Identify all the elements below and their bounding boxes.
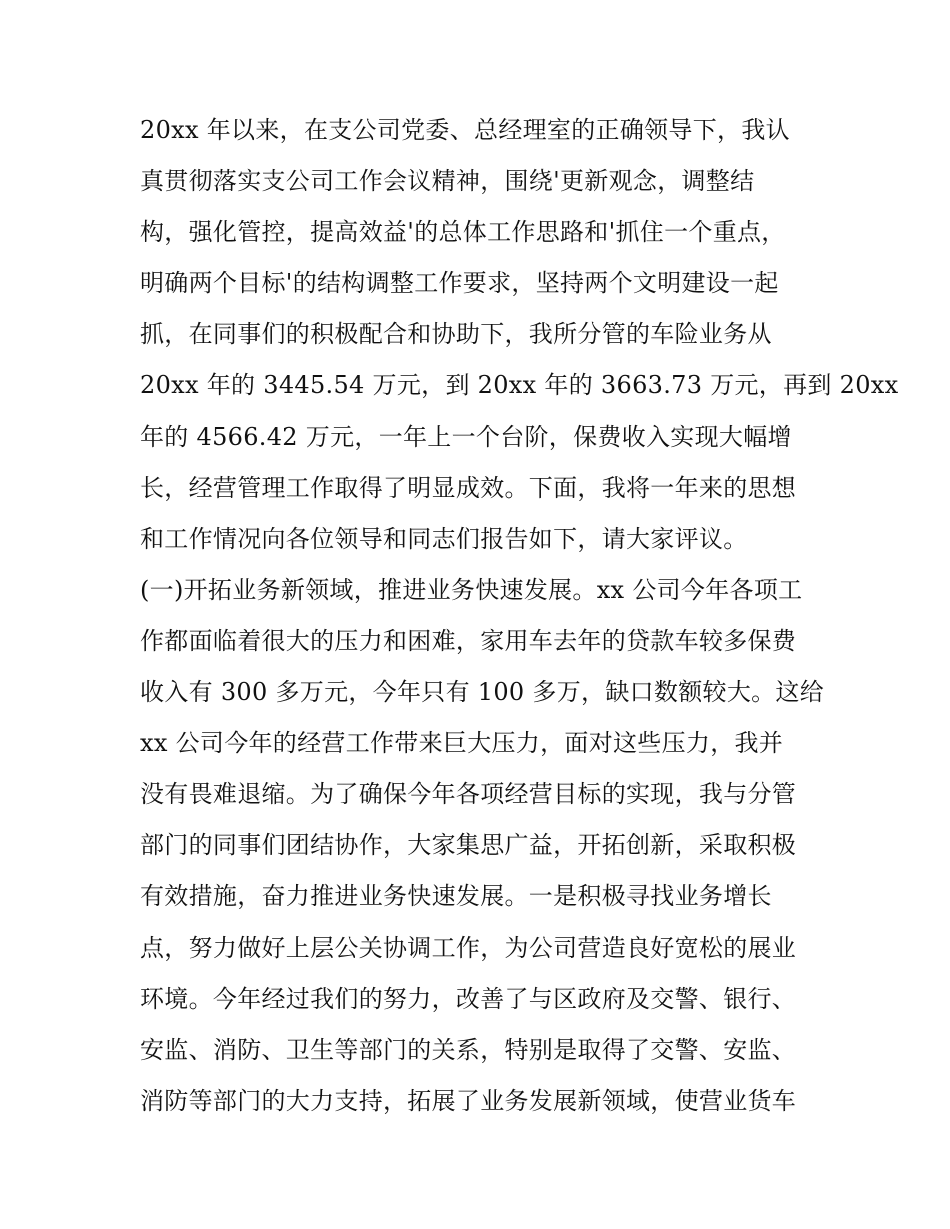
text-line-18: 环境。今年经过我们的努力，改善了与区政府及交警、银行、 <box>140 984 797 1013</box>
text-line-13: xx 公司今年的经营工作带来巨大压力，面对这些压力，我并 <box>140 729 784 758</box>
text-line-5: 抓，在同事们的积极配合和协助下，我所分管的车险业务从 <box>140 320 772 349</box>
text-line-9: 和工作情况向各位领导和同志们报告如下，请大家评议。 <box>140 524 748 553</box>
text-line-8: 长，经营管理工作取得了明显成效。下面，我将一年来的思想 <box>140 473 797 502</box>
text-line-2: 真贯彻落实支公司工作会议精神，围绕'更新观念，调整结 <box>140 167 755 196</box>
text-line-15: 部门的同事们团结协作，大家集思广益，开拓创新，采取积极 <box>140 831 797 860</box>
text-line-7: 年的 4566.42 万元，一年上一个台阶，保费收入实现大幅增 <box>140 422 792 451</box>
text-line-14: 没有畏难退缩。为了确保今年各项经营目标的实现，我与分管 <box>140 780 797 809</box>
text-line-11: 作都面临着很大的压力和困难，家用车去年的贷款车较多保费 <box>140 626 797 655</box>
text-line-3: 构，强化管控，提高效益'的总体工作思路和'抓住一个重点， <box>140 218 786 247</box>
text-line-10: (一)开拓业务新领域，推进业务快速发展。xx 公司今年各项工 <box>140 575 803 604</box>
text-line-1: 20xx 年以来，在支公司党委、总经理室的正确领导下，我认 <box>140 116 790 144</box>
text-line-12: 收入有 300 多万元，今年只有 100 多万，缺口数额较大。这给 <box>140 678 825 707</box>
text-line-16: 有效措施，奋力推进业务快速发展。一是积极寻找业务增长 <box>140 882 772 911</box>
text-line-17: 点，努力做好上层公关协调工作，为公司营造良好宽松的展业 <box>140 933 797 962</box>
text-line-19: 安监、消防、卫生等部门的关系，特别是取得了交警、安监、 <box>140 1035 797 1064</box>
text-line-4: 明确两个目标'的结构调整工作要求，坚持两个文明建设一起 <box>140 269 779 298</box>
body-text <box>140 105 899 1127</box>
text-line-20: 消防等部门的大力支持，拓展了业务发展新领域，使营业货车 <box>140 1086 797 1115</box>
text-line-6: 20xx 年的 3445.54 万元，到 20xx 年的 3663.73 万元，再到 20xx <box>140 371 899 400</box>
